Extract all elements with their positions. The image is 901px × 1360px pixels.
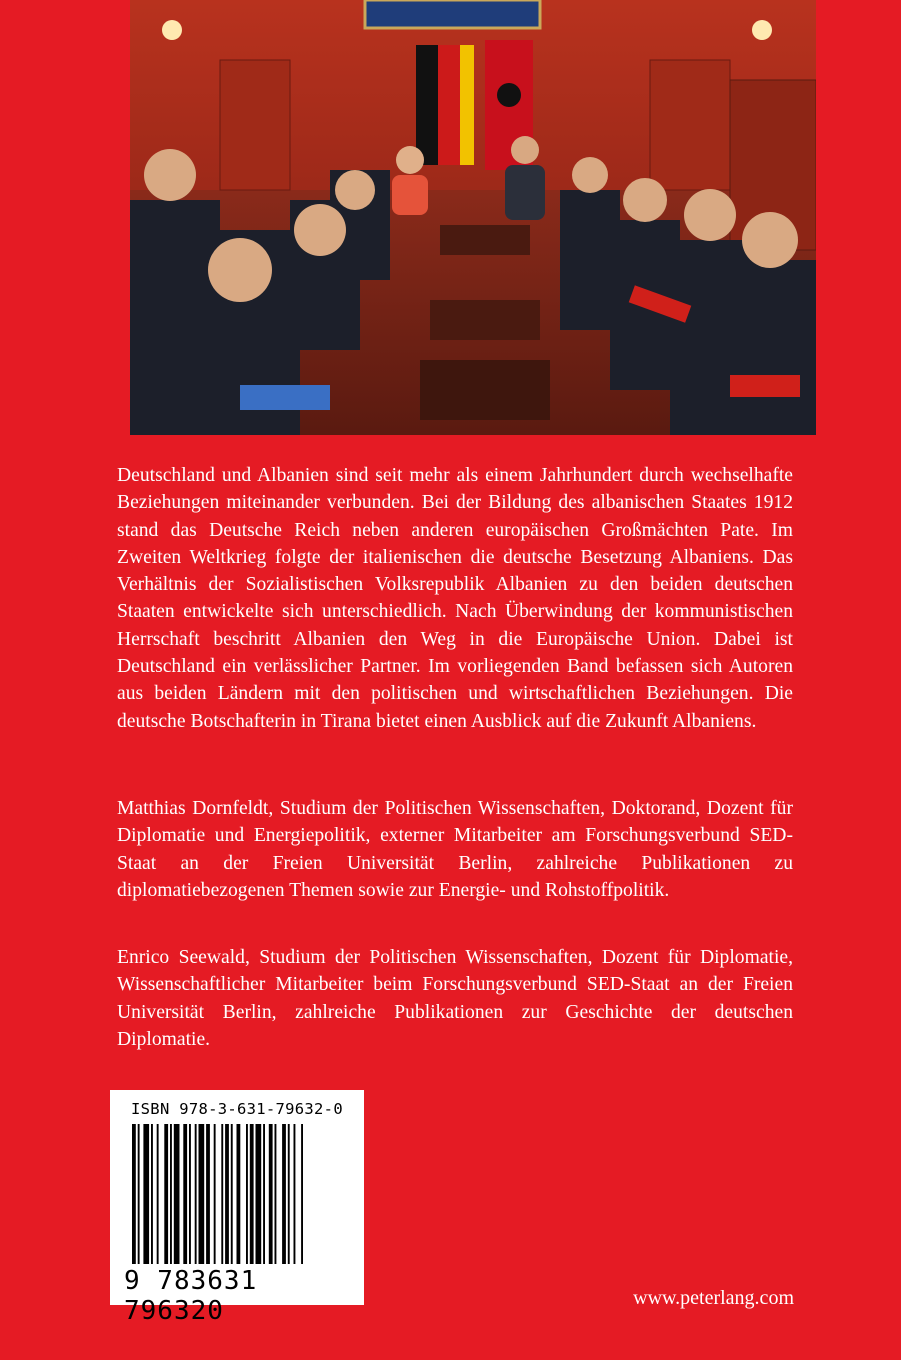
barcode-bar xyxy=(231,1124,233,1264)
barcode-bars xyxy=(132,1124,344,1264)
barcode-bar xyxy=(256,1124,262,1264)
barcode-bar xyxy=(250,1124,254,1264)
barcode-bar xyxy=(138,1124,140,1264)
barcode-bar xyxy=(132,1124,136,1264)
barcode-bar xyxy=(157,1124,159,1264)
blurb-text: Deutschland und Albanien sind seit mehr als einem Jahrhundert durch wechselhafte Beziehungen miteinander verbunden. Bei der Bildung des albanischen Staates 1912 stand das Deutsche Reich neben anderen europäischen Großmächten Pate. Im Zweiten Weltkrieg folgte der italienischen die deutsche Besetzung Albaniens. Das Verhältnis der Sozialistischen Volksrepublik Albanien zu den beiden deutschen Staaten entwickelte sich unterschiedlich. Nach Überwindung der kommunistischen Herrschaft beschritt Albanien den Weg in die Europäische Union. Dabei ist Deutschland ein verlässlicher Partner. Im vorliegenden Band befassen sich Autoren aus beiden Ländern mit den politischen und wirtschaftlichen Beziehungen. Die deutsche Botschafterin in Tirana bietet einen Ausblick auf die Zukunft Albaniens. xyxy=(117,465,793,732)
isbn-barcode xyxy=(110,1090,364,1326)
publisher-website[interactable]: www.peterlang.com xyxy=(633,1287,794,1309)
barcode-bar xyxy=(151,1124,153,1264)
barcode-bar xyxy=(288,1124,290,1264)
barcode-bar xyxy=(170,1124,172,1264)
barcode-bar xyxy=(246,1124,248,1264)
barcode-bar xyxy=(294,1124,296,1264)
isbn-label: ISBN 978-3-631-79632-0 xyxy=(131,1100,343,1118)
barcode-bar xyxy=(206,1124,210,1264)
barcode-bar xyxy=(237,1124,241,1264)
barcode-bar xyxy=(164,1124,168,1264)
barcode-bar xyxy=(214,1124,216,1264)
barcode-bar xyxy=(269,1124,273,1264)
barcode-bar xyxy=(199,1124,205,1264)
photo-diplomatic-meeting xyxy=(130,0,816,435)
barcode-bar xyxy=(263,1124,265,1264)
barcode-bar xyxy=(174,1124,180,1264)
barcode-bar xyxy=(225,1124,229,1264)
author-bio-dornfeldt: Matthias Dornfeldt, Studium der Politischen Wissenschaften, Doktorand, Dozent für Diplomatie und Energiepolitik, externer Mitarbeiter am Forschungsverbund SED-Staat an der Freien Universität Berlin, zahlreiche Publikationen zu diplomatiebezogenen Themen sowie zur Energie- und Rohstoffpolitik. xyxy=(117,798,793,901)
ean-digits: 9 783631 796320 xyxy=(124,1266,258,1326)
barcode-bar xyxy=(189,1124,191,1264)
barcode-bar xyxy=(282,1124,286,1264)
barcode-bar xyxy=(195,1124,197,1264)
cover-photo xyxy=(130,0,816,435)
barcode-bar xyxy=(275,1124,277,1264)
barcode-bar xyxy=(183,1124,187,1264)
author-bio-seewald: Enrico Seewald, Studium der Politischen Wissenschaften, Dozent für Diplomatie, Wissenschaftlicher Mitarbeiter beim Forschungsverbund SED-Staat an der Freien Universität Berlin, zahlreiche Publikationen zur Geschichte der deutschen Diplomatie. xyxy=(117,947,793,1050)
barcode-bar xyxy=(301,1124,303,1264)
barcode-bar xyxy=(143,1124,149,1264)
barcode-bar xyxy=(221,1124,223,1264)
